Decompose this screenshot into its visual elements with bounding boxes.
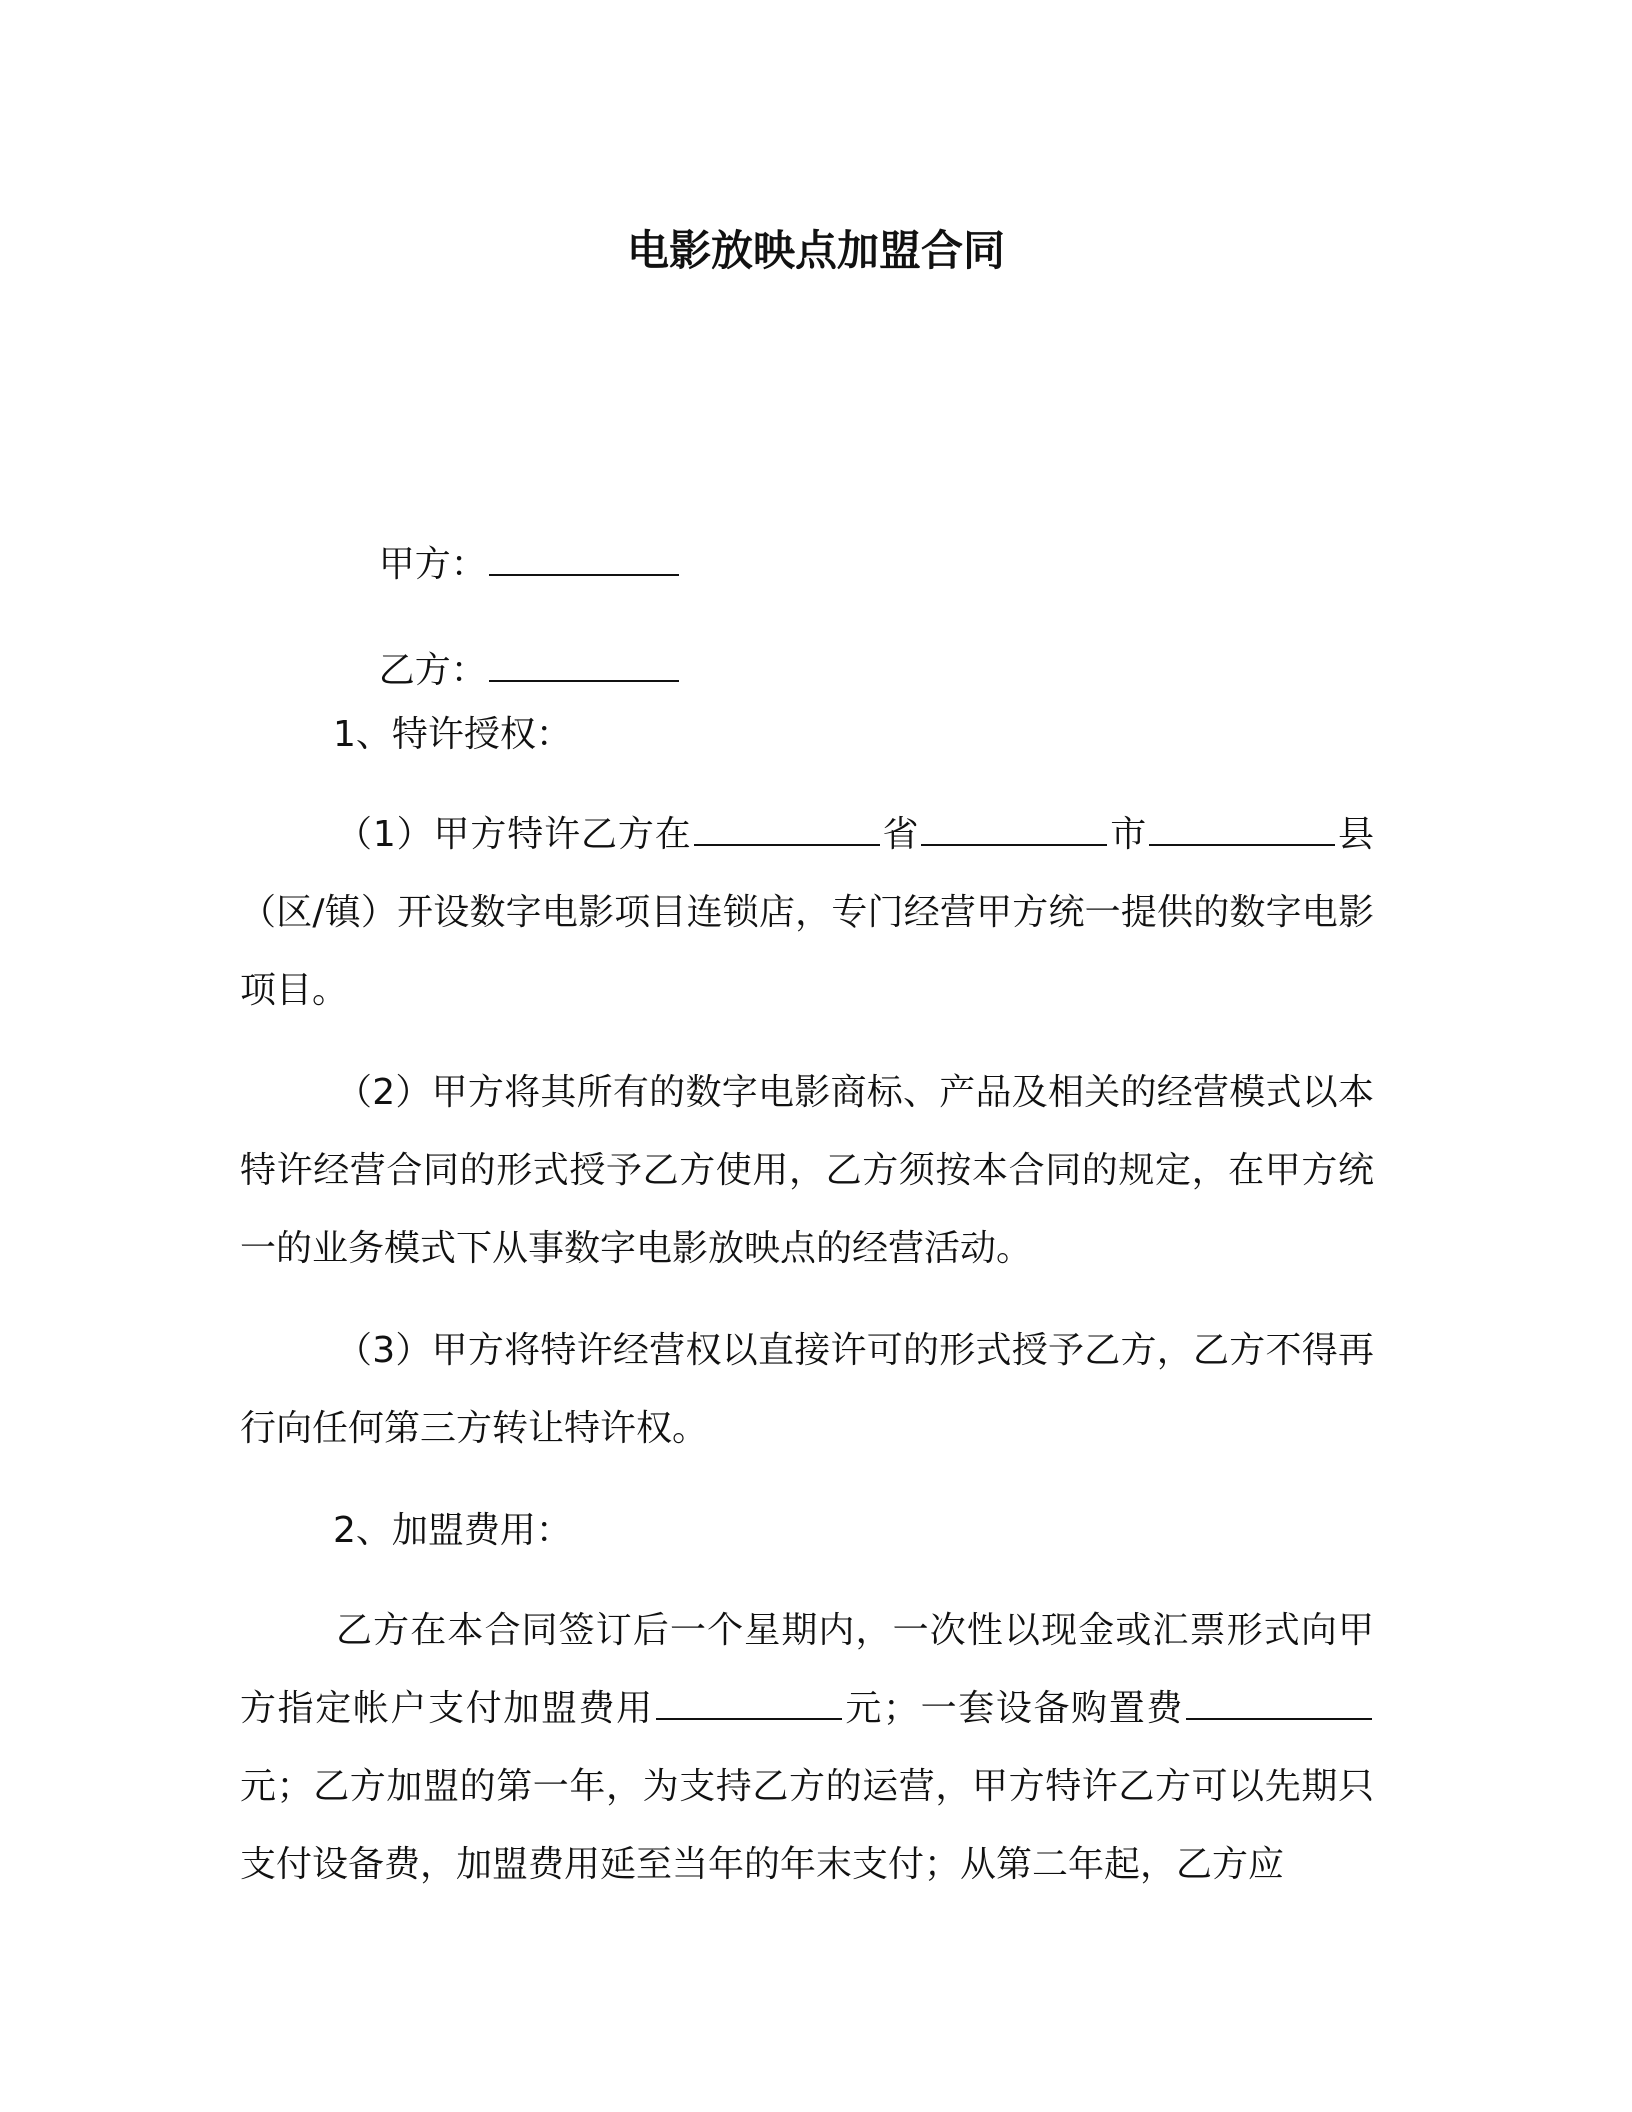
city-label: 市 [1109, 814, 1148, 855]
section-1-paragraph-1 [240, 796, 1374, 1030]
section-2-paragraph-1 [240, 1592, 1374, 1904]
county-label: 县 [1337, 814, 1374, 855]
county-blank [1149, 814, 1335, 846]
section-1-paragraph-2: （2）甲方将其所有的数字电影商标、产品及相关的经营模式以本特许经营合同的形式授予乙方使用，乙方须按本合同的规定，在甲方统一的业务模式下从事数字电影放映点的经营活动。 [240, 1072, 1374, 1269]
party-a-blank [489, 544, 679, 576]
province-label: 省 [881, 814, 920, 855]
province-blank [694, 814, 880, 846]
section-1-paragraph-3: （3）甲方将特许经营权以直接许可的形式授予乙方，乙方不得再行向任何第三方转让特许权。 [240, 1330, 1374, 1449]
party-b-blank [489, 650, 679, 682]
city-blank [921, 814, 1107, 846]
section-1-p1-rest: （区/镇）开设数字电影项目连锁店，专门经营甲方统一提供的数字电影项目。 [240, 892, 1374, 1011]
section-2-p1-rest: 元；乙方加盟的第一年，为支持乙方的运营，甲方特许乙方可以先期只支付设备费，加盟费用延至当年的年末支付；从第二年起，乙方应 [240, 1766, 1374, 1885]
section-1-heading: 1、特许授权： [333, 714, 572, 755]
section-1-p1-prefix: （1）甲方特许乙方在 [336, 814, 692, 855]
party-a-label: 甲方： [378, 544, 487, 585]
franchise-fee-blank [656, 1688, 842, 1720]
section-2-p1-yuan1: 元；一套设备购置费 [843, 1688, 1184, 1729]
party-b-label: 乙方： [378, 650, 487, 691]
section-2-p1-prefix: 乙方在本合同签订后一个星期内，一次性以现金或汇票形式向甲方指定帐户支付加盟费用 [240, 1610, 1374, 1729]
document-title: 电影放映点加盟合同 [626, 226, 1005, 275]
section-2-heading: 2、加盟费用： [333, 1510, 572, 1551]
equipment-fee-blank [1186, 1688, 1372, 1720]
